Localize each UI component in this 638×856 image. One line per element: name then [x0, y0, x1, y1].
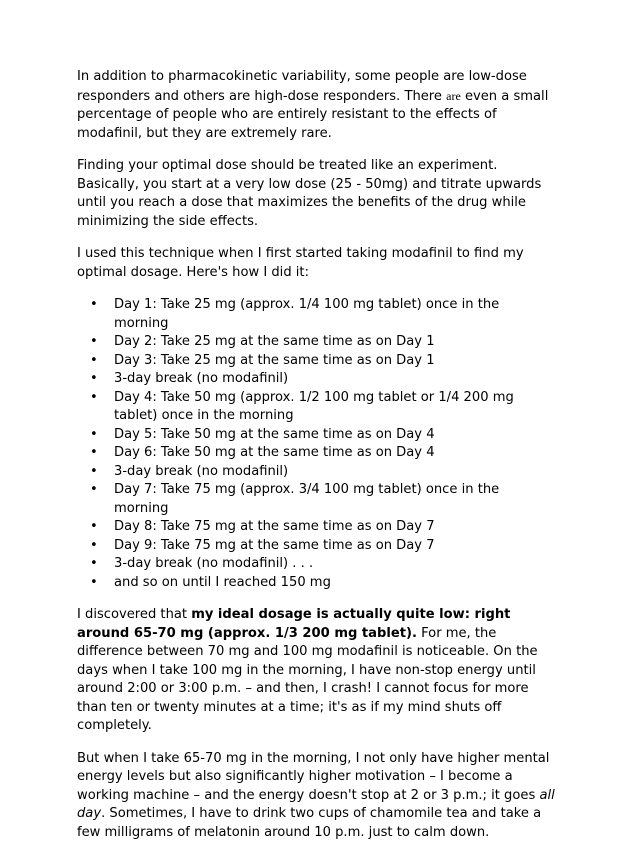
bullet-icon: • — [90, 482, 98, 497]
list-item — [77, 537, 555, 556]
list-item — [77, 370, 555, 389]
list-item-text: Day 3: Take 25 mg at the same time as on Day 1 — [114, 352, 435, 368]
bullet-icon: • — [90, 389, 98, 405]
paragraph-text: In addition to pharmacokinetic variability, some people are low-dose responders and others are high-dose responders. There — [77, 69, 527, 104]
paragraph-energy-levels — [77, 750, 555, 843]
bullet-icon: • — [90, 574, 98, 590]
list-item-text: Day 1: Take 25 mg (approx. 1/4 100 mg tablet) once in the morning — [114, 297, 500, 331]
list-item-text: and so on until I reached 150 mg — [114, 574, 331, 590]
bold-text: my ideal dosage is actually quite low: right around 65-70 mg (approx. 1/3 200 mg tablet). — [77, 607, 511, 641]
bullet-icon: • — [90, 463, 98, 479]
list-item-text: Day 5: Take 50 mg at the same time as on Day 4 — [114, 426, 435, 442]
paragraph-text: For me, the difference between 70 mg and 100 mg modafinil is noticeable. On the days when I take 100 mg in the morning, I have non-stop energy until around 2:00 or 3:00 p.m. – and then, I crash! I cannot focus for more than ten or twenty minutes at a time; it's as if my mind shuts off completely. — [77, 625, 538, 733]
list-item-text: 3-day break (no modafinil) — [114, 463, 289, 479]
list-item-text: Day 9: Take 75 mg at the same time as on Day 7 — [114, 537, 435, 553]
document-body — [77, 68, 555, 856]
bullet-icon: • — [90, 556, 98, 571]
dosing-schedule-list — [77, 296, 555, 592]
list-item — [77, 463, 555, 482]
list-item — [77, 296, 555, 333]
list-item — [77, 555, 555, 574]
list-item-text: Day 4: Take 50 mg (approx. 1/2 100 mg tablet or 1/4 200 mg tablet) once in the morning — [114, 389, 514, 423]
list-item-text: 3-day break (no modafinil) — [114, 371, 289, 386]
paragraph-text: even a small percentage of people who are entirely resistant to the effects of modafinil, but they are extremely rare. — [77, 88, 549, 141]
paragraph-ideal-dosage — [77, 606, 555, 736]
list-item — [77, 426, 555, 445]
list-item-text: Day 2: Take 25 mg at the same time as on Day 1 — [114, 334, 435, 349]
paragraph-text: are — [446, 88, 461, 103]
list-item — [77, 481, 555, 518]
list-item — [77, 333, 555, 352]
bullet-icon: • — [90, 426, 98, 442]
paragraph-technique-intro: I used this technique when I first started taking modafinil to find my optimal dosage. Here's how I did it: — [77, 246, 524, 280]
bullet-icon: • — [90, 297, 98, 312]
bullet-icon: • — [90, 352, 98, 368]
list-item — [77, 444, 555, 463]
paragraph-text: But when I take 65-70 mg in the morning, I not only have higher mental energy levels but also significantly higher motivation – I become a working machine – and the energy doesn't stop at 2 or 3 p.m.; it goes — [77, 750, 550, 803]
bullet-icon: • — [90, 371, 98, 386]
bullet-icon: • — [90, 519, 98, 534]
list-item-text: Day 8: Take 75 mg at the same time as on Day 7 — [114, 519, 435, 534]
bullet-icon: • — [90, 334, 98, 349]
paragraph-dose-responders — [77, 68, 555, 143]
paragraph-optimal-dose: Finding your optimal dose should be treated like an experiment. Basically, you start at a very low dose (25 - 50mg) and titrate upwards until you reach a dose that maximizes the benefits of the drug while minimizing the side effects. — [77, 158, 542, 229]
paragraph-text: I discovered that — [77, 607, 192, 622]
list-item — [77, 352, 555, 371]
list-item — [77, 518, 555, 537]
list-item — [77, 574, 555, 593]
list-item-text: 3-day break (no modafinil) . . . — [114, 556, 314, 571]
list-item-text: Day 6: Take 50 mg at the same time as on Day 4 — [114, 445, 435, 460]
paragraph-text: . Sometimes, I have to drink two cups of chamomile tea and take a few milligrams of melatonin around 10 p.m. just to calm down. — [77, 806, 542, 840]
bullet-icon: • — [90, 537, 98, 553]
list-item-text: Day 7: Take 75 mg (approx. 3/4 100 mg tablet) once in the morning — [114, 482, 500, 516]
italic-text: all day — [77, 787, 555, 821]
list-item — [77, 389, 555, 426]
bullet-icon: • — [90, 445, 98, 460]
